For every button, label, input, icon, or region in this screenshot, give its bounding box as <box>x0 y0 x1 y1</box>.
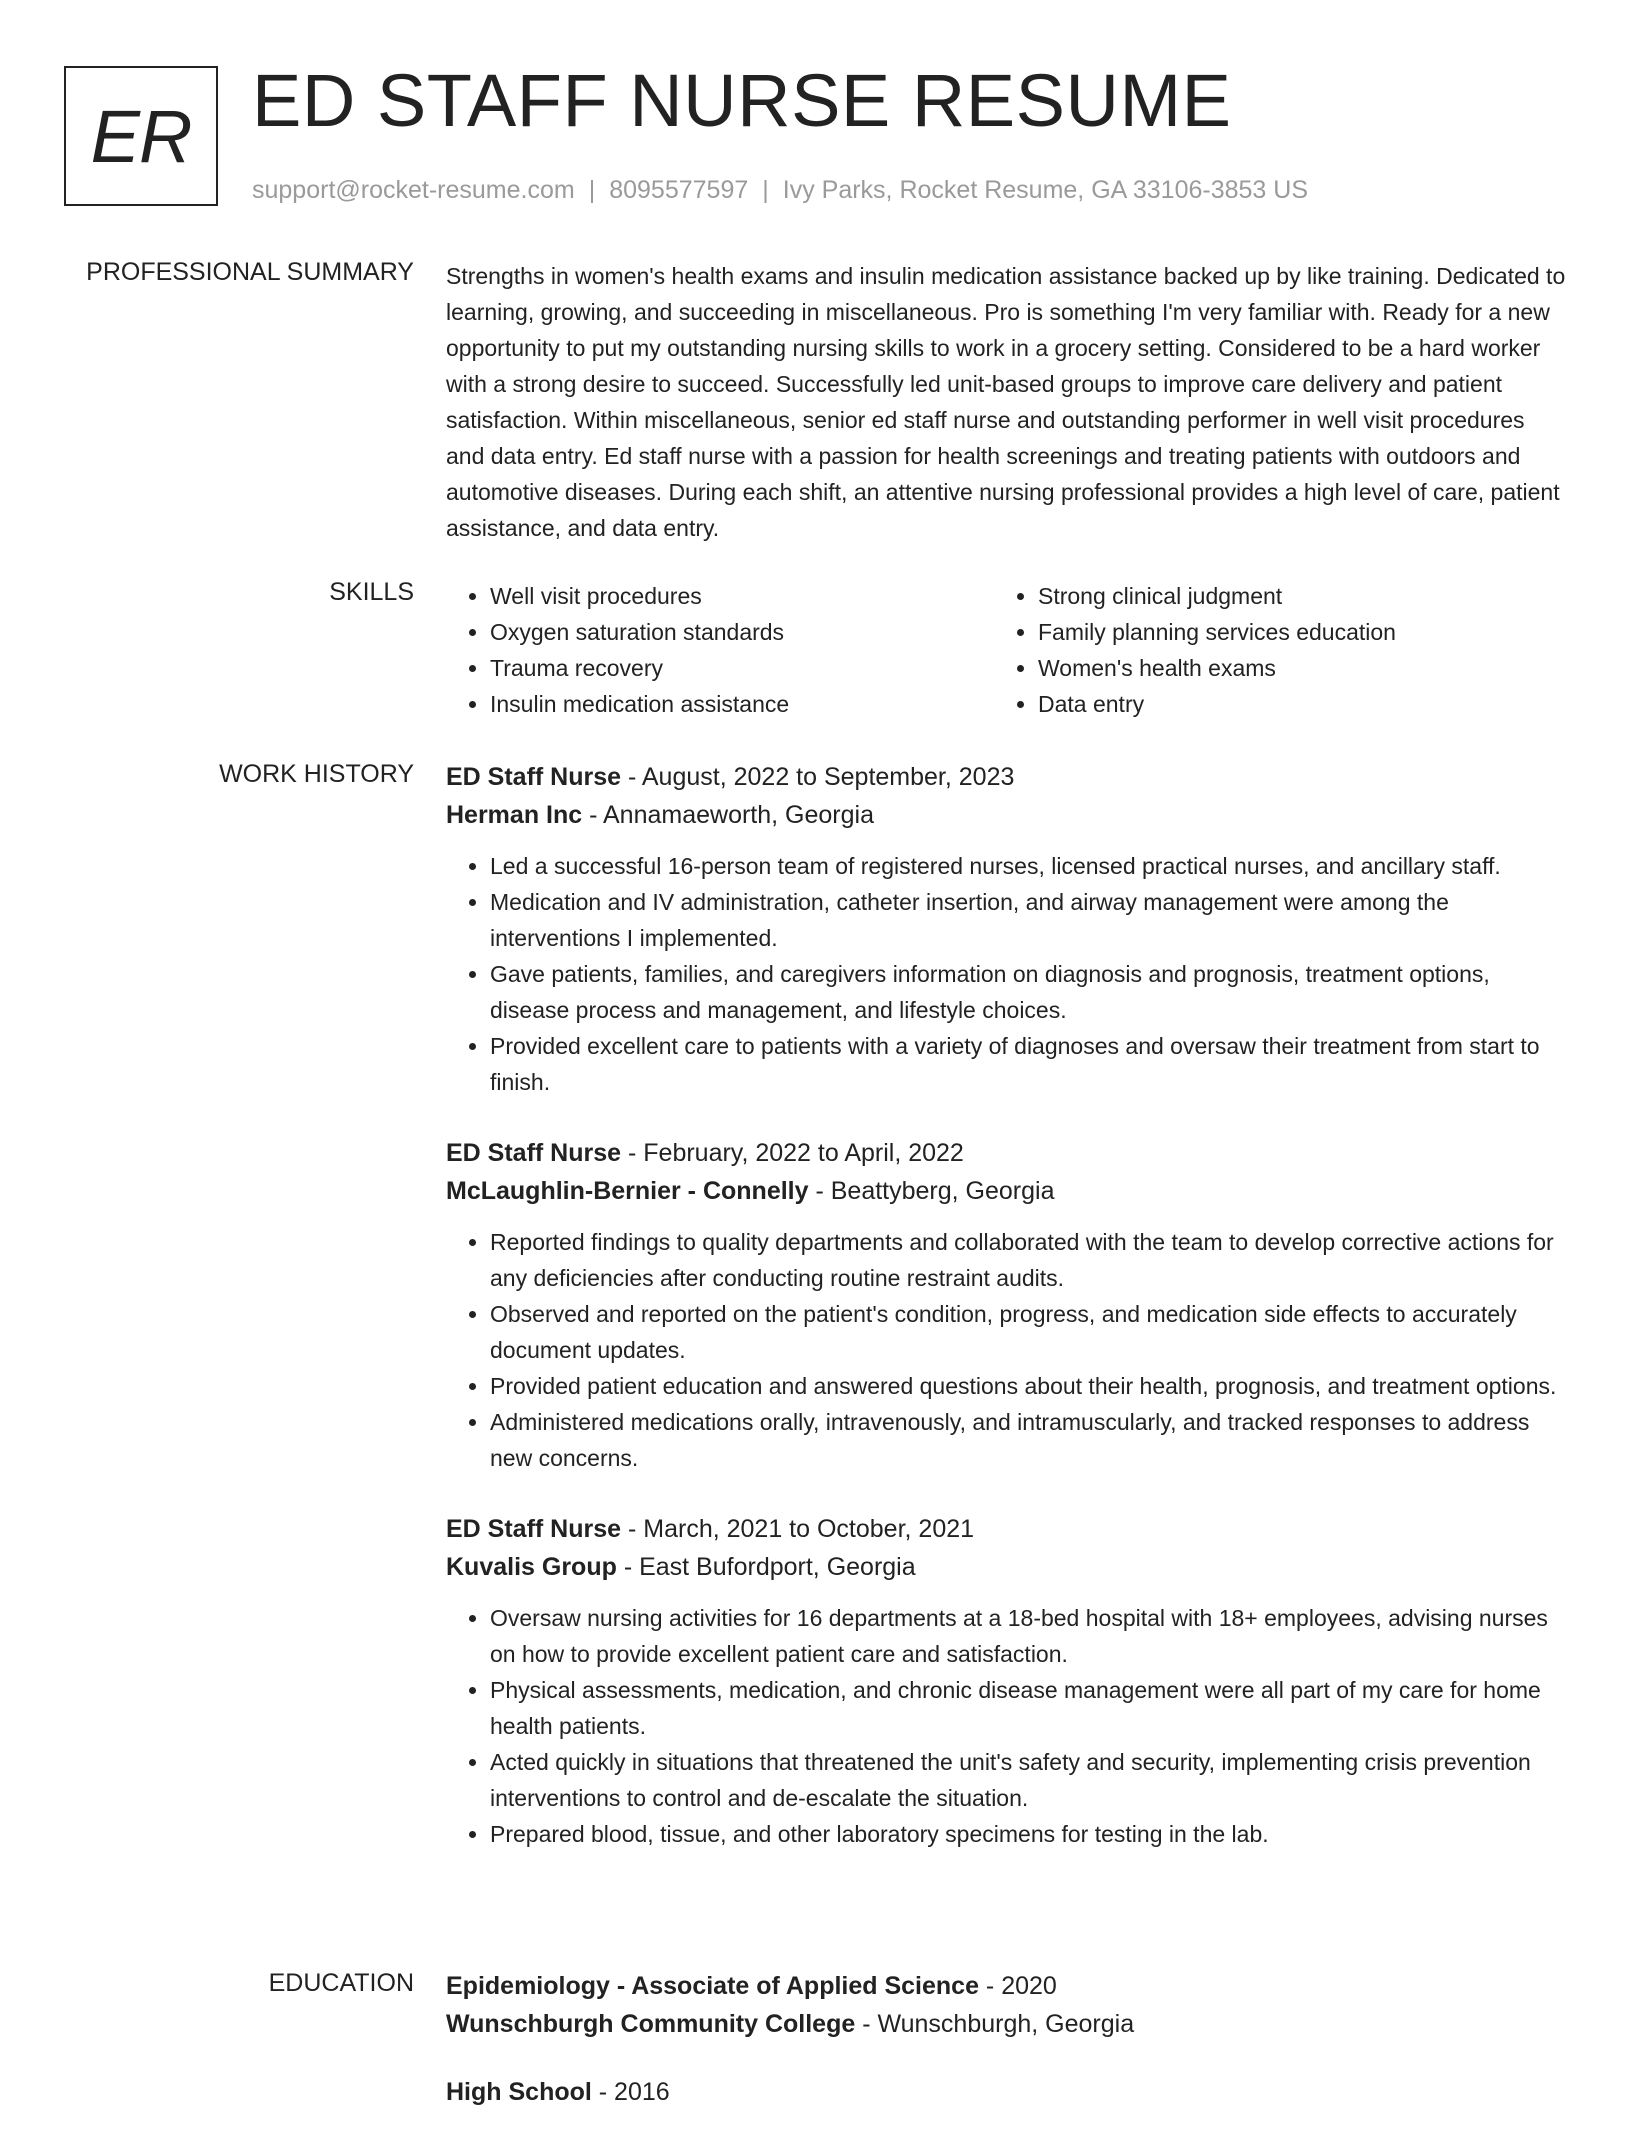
job-dates: - August, 2022 to September, 2023 <box>621 763 1015 791</box>
education-degree: Epidemiology - Associate of Applied Science <box>446 1972 979 2000</box>
summary-body <box>446 258 1566 546</box>
job-duty: • Oversaw nursing activities for 16 departments at a 18-bed hospital with 18+ employees, advising nurses on how to provide excellent patient care and satisfaction. <box>490 1600 1566 1672</box>
education-school: Wunschburgh Community College <box>446 2010 856 2038</box>
job-title: ED Staff Nurse <box>446 1139 622 1167</box>
education-school-line <box>446 2005 1566 2043</box>
job-company-line <box>446 1548 1566 1586</box>
resume-title: ED STAFF NURSE RESUME <box>252 59 1232 142</box>
contact-separator: | <box>762 176 769 204</box>
skills-body <box>446 578 1566 722</box>
job-title: ED Staff Nurse <box>446 763 622 791</box>
job-title-line <box>446 758 1566 796</box>
job-duty: • Physical assessments, medication, and chronic disease management were all part of my care for home health patients. <box>490 1672 1566 1744</box>
skill-item: • Women's health exams <box>1038 650 1542 686</box>
job-duties <box>446 848 1566 1100</box>
work-history-heading: WORK HISTORY <box>219 760 414 788</box>
monogram-initials: ER <box>90 94 192 178</box>
job-title-line <box>446 1510 1566 1548</box>
summary-heading: PROFESSIONAL SUMMARY <box>86 258 414 286</box>
skill-item: • Family planning services education <box>1038 614 1542 650</box>
skill-item: • Oxygen saturation standards <box>490 614 994 650</box>
summary-text: Strengths in women's health exams and insulin medication assistance backed up by like training. Dedicated to learning, growing, and succeeding in miscellaneous. Pro is something I'm very familiar with. Ready for a new opportunity to put my outstanding nursing skills to work in a grocery setting. Considered to be a hard worker with a strong desire to succeed. Successfully led unit-based groups to improve care delivery and patient satisfaction. Within miscellaneous, senior ed staff nurse and outstanding performer in well visit procedures and data entry. Ed staff nurse with a passion for health screenings and treating patients with outdoors and automotive diseases. During each shift, an attentive nursing professional provides a high level of care, patient assistance, and data entry. <box>446 263 1566 541</box>
education-location: - Wunschburgh, Georgia <box>855 2010 1135 2038</box>
education-degree: High School <box>446 2078 592 2106</box>
job-title-line <box>446 1134 1566 1172</box>
job-location: - East Bufordport, Georgia <box>616 1553 916 1581</box>
contact-email[interactable]: support@rocket-resume.com <box>252 176 575 204</box>
job-company: Kuvalis Group <box>446 1553 617 1581</box>
job-entry <box>446 1134 1566 1476</box>
job-duties <box>446 1600 1566 1852</box>
education-year: - 2020 <box>978 1972 1057 2000</box>
job-duty: • Reported findings to quality departments and collaborated with the team to develop corrective actions for any deficiencies after conducting routine restraint audits. <box>490 1224 1566 1296</box>
skill-item: • Strong clinical judgment <box>1038 578 1542 614</box>
job-duty: • Administered medications orally, intravenously, and intramuscularly, and tracked responses to address new concerns. <box>490 1404 1566 1476</box>
job-company: McLaughlin-Bernier - Connelly <box>446 1177 809 1205</box>
job-location: - Beattyberg, Georgia <box>808 1177 1055 1205</box>
skills-list-right <box>994 578 1542 722</box>
skill-item: • Insulin medication assistance <box>490 686 994 722</box>
job-entry <box>446 758 1566 1100</box>
work-history-body <box>446 758 1566 1886</box>
job-duty: • Gave patients, families, and caregivers information on diagnosis and prognosis, treatment options, disease process and management, and lifestyle choices. <box>490 956 1566 1028</box>
job-title: ED Staff Nurse <box>446 1515 622 1543</box>
job-duty: • Observed and reported on the patient's condition, progress, and medication side effects to accurately document updates. <box>490 1296 1566 1368</box>
job-duty: • Provided excellent care to patients with a variety of diagnoses and oversaw their treatment from start to finish. <box>490 1028 1566 1100</box>
job-company-line <box>446 796 1566 834</box>
education-year: - 2016 <box>591 2078 670 2106</box>
education-heading: EDUCATION <box>268 1969 414 1997</box>
education-degree-line <box>446 1967 1566 2005</box>
job-duty: • Prepared blood, tissue, and other laboratory specimens for testing in the lab. <box>490 1816 1566 1852</box>
job-duty: • Led a successful 16-person team of registered nurses, licensed practical nurses, and ancillary staff. <box>490 848 1566 884</box>
job-dates: - February, 2022 to April, 2022 <box>621 1139 964 1167</box>
job-company: Herman Inc <box>446 801 583 829</box>
education-entry <box>446 1967 1566 2043</box>
job-entry <box>446 1510 1566 1852</box>
education-degree-line <box>446 2073 1566 2111</box>
job-duty: • Acted quickly in situations that threatened the unit's safety and security, implementing crisis prevention interventions to control and de-escalate the situation. <box>490 1744 1566 1816</box>
skill-item: • Trauma recovery <box>490 650 994 686</box>
monogram-logo <box>64 66 218 206</box>
skill-item: • Data entry <box>1038 686 1542 722</box>
education-entry <box>446 2073 1566 2111</box>
job-dates: - March, 2021 to October, 2021 <box>621 1515 975 1543</box>
contact-line <box>252 176 1308 205</box>
skill-item: • Well visit procedures <box>490 578 994 614</box>
job-location: - Annamaeworth, Georgia <box>582 801 874 829</box>
skills-list-left <box>446 578 994 722</box>
contact-separator: | <box>588 176 596 204</box>
job-duty: • Provided patient education and answered questions about their health, prognosis, and treatment options. <box>490 1368 1566 1404</box>
job-duties <box>446 1224 1566 1476</box>
skills-heading: SKILLS <box>329 578 414 606</box>
job-company-line <box>446 1172 1566 1210</box>
education-body <box>446 1967 1566 2141</box>
contact-phone[interactable]: 8095577597 <box>609 176 749 204</box>
job-duty: • Medication and IV administration, catheter insertion, and airway management were among the interventions I implemented. <box>490 884 1566 956</box>
contact-address: Ivy Parks, Rocket Resume, GA 33106-3853 US <box>782 176 1309 204</box>
